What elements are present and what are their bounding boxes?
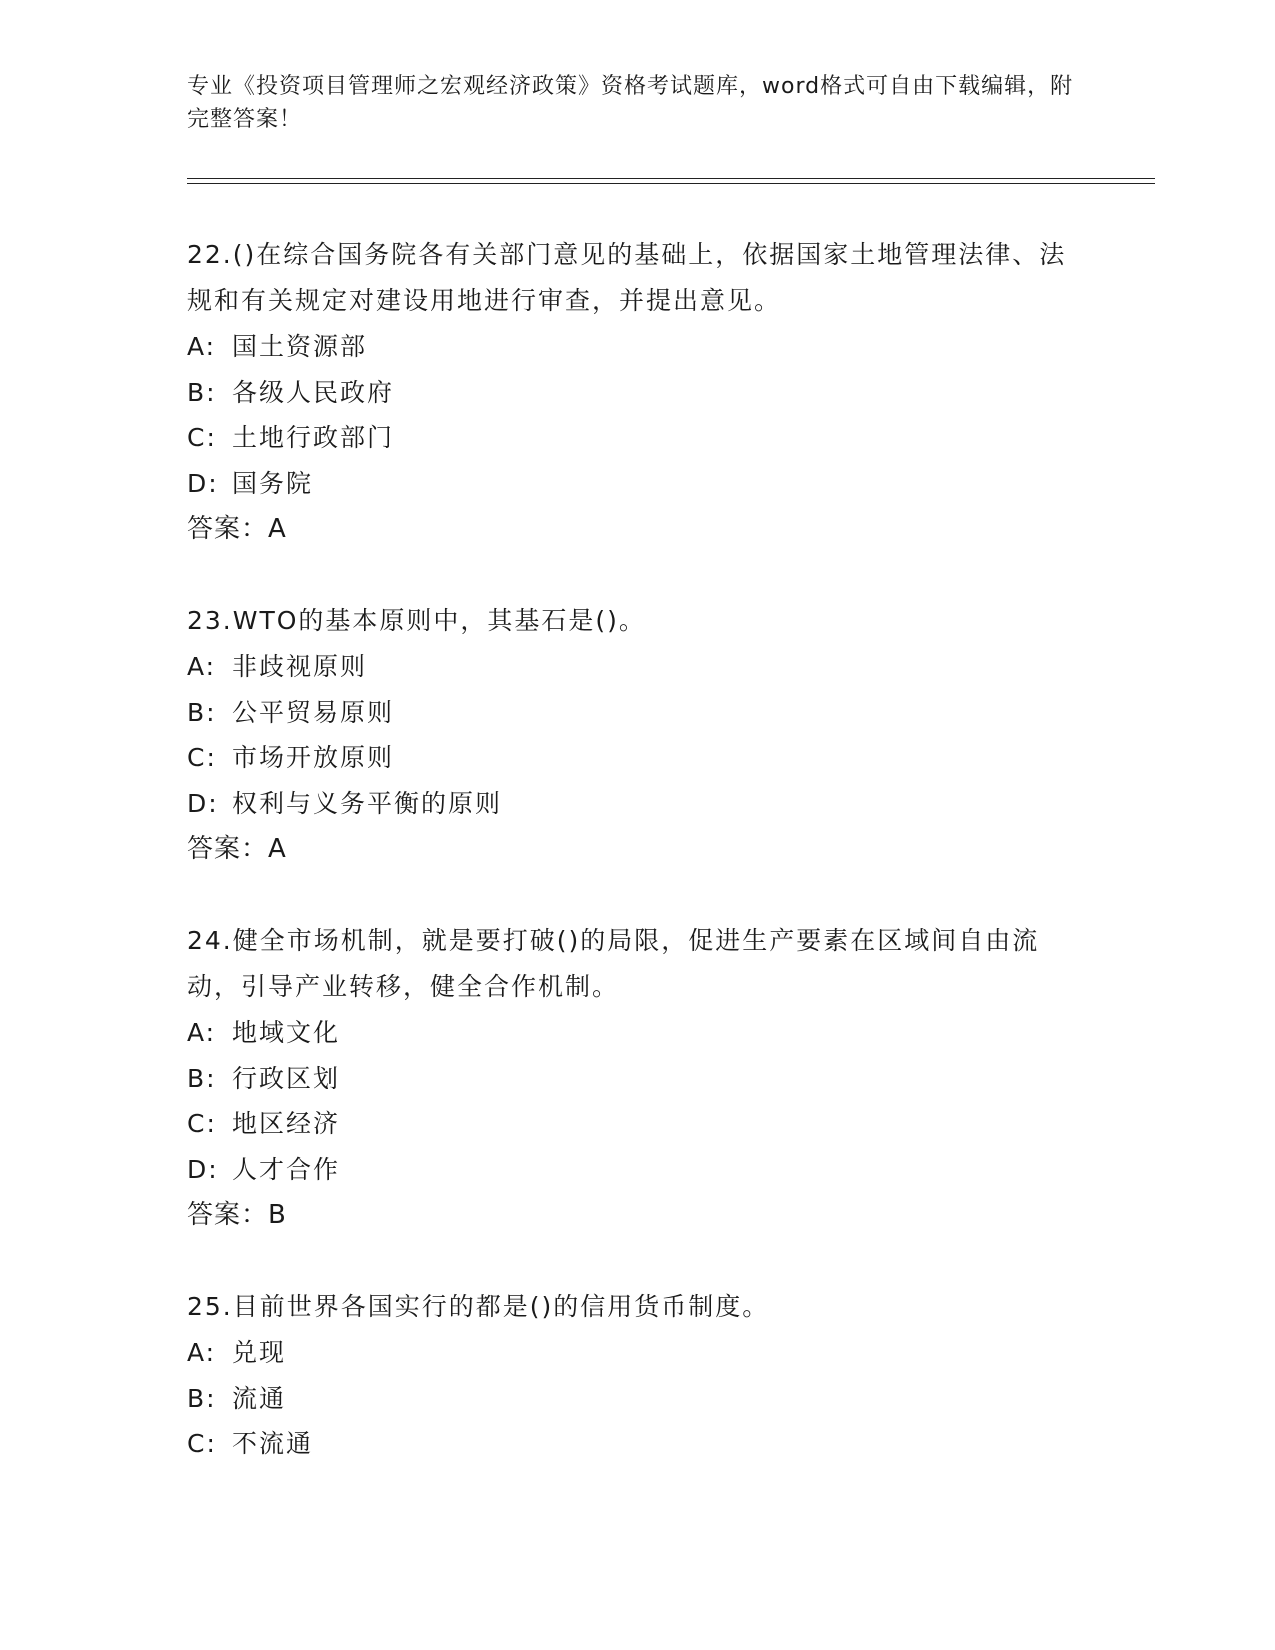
option-b: [187, 1056, 1087, 1102]
option-a: [187, 1010, 1087, 1056]
option-text: 地域文化: [232, 1018, 341, 1047]
option-b: [187, 1376, 1087, 1422]
answer-label: 答案：A: [187, 514, 287, 544]
option-b: [187, 690, 1087, 736]
option-letter: D:: [187, 1154, 219, 1184]
option-text: 权利与义务平衡的原则: [232, 788, 503, 818]
option-c: [187, 1101, 1087, 1147]
option-letter: A:: [187, 332, 217, 361]
answer-label: 答案：B: [187, 1200, 287, 1230]
option-letter: B:: [187, 1063, 217, 1093]
option-text: 土地行政部门: [232, 423, 395, 452]
option-text: 地区经济: [232, 1109, 341, 1138]
option-letter: C:: [187, 1109, 217, 1138]
question-text: 23.WTO的基本原则中，其基石是()。: [187, 606, 646, 635]
option-text: 公平贸易原则: [232, 697, 395, 727]
option-text: 非歧视原则: [232, 652, 368, 681]
document-header: 专业《投资项目管理师之宏观经济政策》资格考试题库，word格式可自由下载编辑，附完整答案！: [187, 74, 1074, 132]
option-letter: A:: [187, 1018, 217, 1047]
option-a: [187, 1330, 1087, 1376]
question-24: [187, 918, 1087, 1238]
option-text: 各级人民政府: [232, 377, 395, 407]
option-letter: D:: [187, 468, 219, 498]
option-c: [187, 735, 1087, 781]
question-25: [187, 1284, 1087, 1467]
option-text: 国务院: [232, 468, 314, 498]
question-text: 24.健全市场机制，就是要打破()的局限，促进生产要素在区域间自由流动，引导产业转移，健全合作机制。: [187, 926, 1040, 1001]
option-text: 人才合作: [232, 1154, 341, 1184]
option-letter: D:: [187, 788, 219, 818]
header-divider-top: [187, 178, 1155, 179]
question-list: [187, 232, 1087, 1513]
option-d: [187, 1147, 1087, 1193]
question-text: 22.()在综合国务院各有关部门意见的基础上，依据国家土地管理法律、法规和有关规定对建设用地进行审查，并提出意见。: [187, 240, 1067, 315]
option-d: [187, 461, 1087, 507]
option-text: 不流通: [232, 1429, 314, 1458]
option-text: 行政区划: [232, 1063, 341, 1093]
question-22: [187, 232, 1087, 552]
option-a: [187, 324, 1087, 370]
question-text: 25.目前世界各国实行的都是()的信用货币制度。: [187, 1292, 770, 1321]
option-letter: C:: [187, 743, 217, 772]
option-text: 国土资源部: [232, 332, 368, 361]
header-divider-bottom: [187, 183, 1155, 184]
option-letter: A:: [187, 1338, 217, 1367]
option-letter: A:: [187, 652, 217, 681]
option-letter: B:: [187, 377, 217, 407]
option-b: [187, 370, 1087, 416]
option-d: [187, 781, 1087, 827]
option-a: [187, 644, 1087, 690]
option-letter: B:: [187, 697, 217, 727]
answer-label: 答案：A: [187, 834, 287, 864]
option-c: [187, 415, 1087, 461]
option-text: 市场开放原则: [232, 743, 395, 772]
option-letter: C:: [187, 423, 217, 452]
question-23: [187, 598, 1087, 872]
option-letter: B:: [187, 1383, 217, 1413]
option-text: 流通: [232, 1383, 287, 1413]
option-c: [187, 1421, 1087, 1467]
option-letter: C:: [187, 1429, 217, 1458]
option-text: 兑现: [232, 1338, 287, 1367]
